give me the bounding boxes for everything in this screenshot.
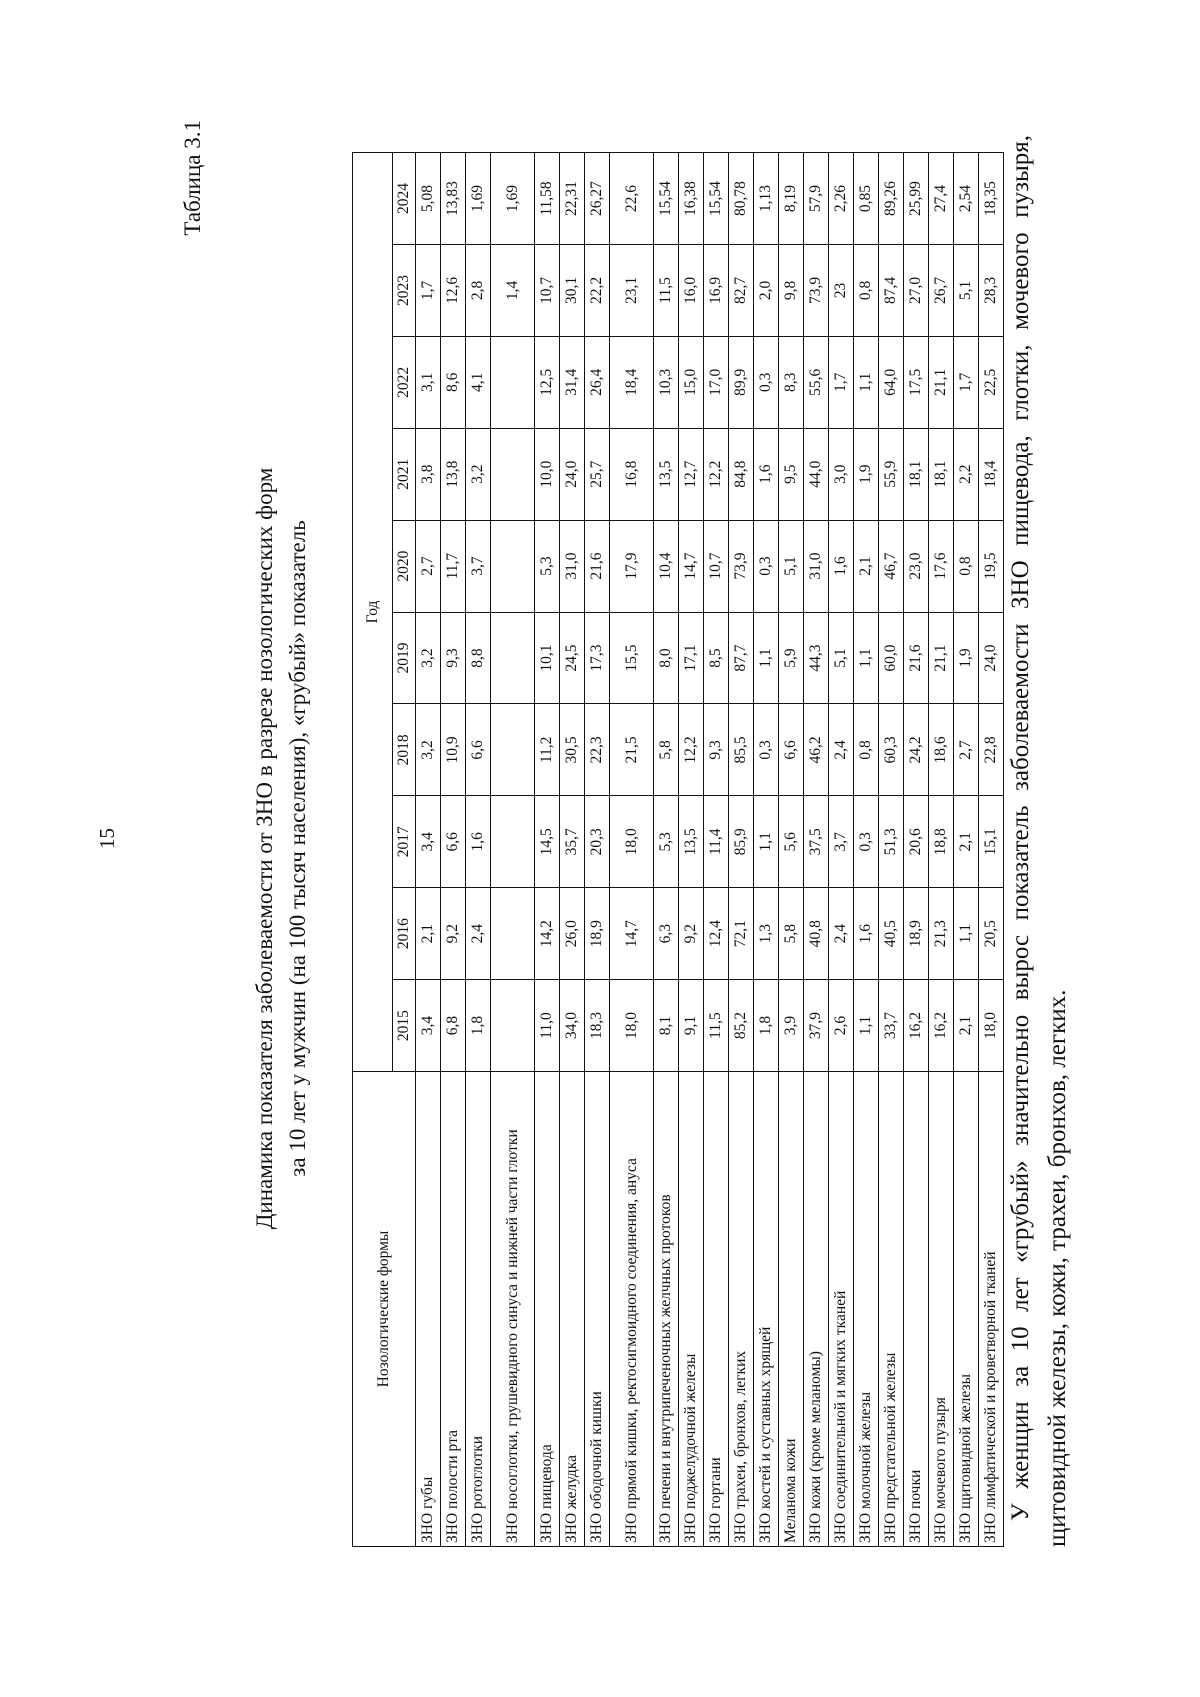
- table-cell: 26,4: [585, 336, 610, 428]
- table-cell: 46,2: [804, 704, 829, 796]
- table-cell: 10,7: [535, 244, 560, 336]
- table-cell: [491, 336, 535, 428]
- table-cell: 17,9: [610, 520, 654, 612]
- table-cell: 5,6: [779, 796, 804, 888]
- table-row: [466, 153, 491, 1547]
- table-cell: 18,0: [979, 980, 1004, 1072]
- table-cell: 44,0: [804, 428, 829, 520]
- table-cell: 28,3: [979, 244, 1004, 336]
- header-year: 2017: [393, 796, 416, 888]
- table-cell: 17,6: [929, 520, 954, 612]
- table-cell: 8,3: [779, 336, 804, 428]
- table-cell: 18,8: [929, 796, 954, 888]
- table-row: [679, 153, 704, 1547]
- table-cell: 11,5: [704, 980, 729, 1072]
- table-cell: 8,6: [441, 336, 466, 428]
- table-cell: 37,5: [804, 796, 829, 888]
- table-cell: 2,4: [466, 888, 491, 980]
- table-cell: 10,9: [441, 704, 466, 796]
- table-cell: 33,7: [879, 980, 904, 1072]
- table-cell: 8,0: [654, 612, 679, 704]
- row-label: ЗНО трахеи, бронхов, легких: [729, 1072, 754, 1547]
- table-cell: 3,2: [416, 704, 441, 796]
- table-cell: 23,0: [904, 520, 929, 612]
- table-cell: 4,1: [466, 336, 491, 428]
- page-number: 15: [95, 828, 119, 849]
- row-label: ЗНО ободочной кишки: [585, 1072, 610, 1547]
- table-cell: 5,8: [779, 888, 804, 980]
- table-row: [585, 153, 610, 1547]
- table-cell: 23,1: [610, 244, 654, 336]
- table-cell: 1,8: [466, 980, 491, 1072]
- table-cell: [491, 704, 535, 796]
- table-cell: 1,1: [954, 888, 979, 980]
- table-cell: 2,54: [954, 153, 979, 245]
- table-cell: 1,6: [829, 520, 854, 612]
- table-cell: 15,0: [679, 336, 704, 428]
- table-cell: 35,7: [560, 796, 585, 888]
- table-row: [829, 153, 854, 1547]
- table-cell: 14,7: [679, 520, 704, 612]
- table-cell: 1,7: [416, 244, 441, 336]
- table-cell: 19,5: [979, 520, 1004, 612]
- row-label: ЗНО носоглотки, грушевидного синуса и нижней части глотки: [491, 1072, 535, 1547]
- table-cell: 40,5: [879, 888, 904, 980]
- table-cell: 16,8: [610, 428, 654, 520]
- table-cell: 18,4: [979, 428, 1004, 520]
- table-cell: 1,7: [829, 336, 854, 428]
- table-cell: 14,2: [535, 888, 560, 980]
- table-cell: 11,0: [535, 980, 560, 1072]
- table-cell: 1,6: [754, 428, 779, 520]
- table-cell: 22,3: [585, 704, 610, 796]
- table-cell: 10,1: [535, 612, 560, 704]
- table-body: [416, 153, 1004, 1547]
- table-row: [904, 153, 929, 1547]
- row-label: ЗНО полости рта: [441, 1072, 466, 1547]
- table-cell: 18,0: [610, 980, 654, 1072]
- table-cell: 12,5: [535, 336, 560, 428]
- table-cell: 10,0: [535, 428, 560, 520]
- table-cell: 1,69: [491, 153, 535, 245]
- row-label: ЗНО костей и суставных хрящей: [754, 1072, 779, 1547]
- table-cell: 9,2: [679, 888, 704, 980]
- table-cell: 55,6: [804, 336, 829, 428]
- table-cell: 1,6: [466, 796, 491, 888]
- table-cell: 17,0: [704, 336, 729, 428]
- table-cell: 21,6: [585, 520, 610, 612]
- table-cell: 18,6: [929, 704, 954, 796]
- table-row: [954, 153, 979, 1547]
- table-cell: 20,5: [979, 888, 1004, 980]
- table-cell: 31,0: [560, 520, 585, 612]
- header-nosological-forms: Нозологические формы: [353, 1072, 416, 1547]
- table-cell: 9,1: [679, 980, 704, 1072]
- table-cell: 21,1: [929, 336, 954, 428]
- table-cell: 21,1: [929, 612, 954, 704]
- table-cell: 16,38: [679, 153, 704, 245]
- table-cell: 3,2: [416, 612, 441, 704]
- table-cell: 6,6: [779, 704, 804, 796]
- table-cell: 10,7: [704, 520, 729, 612]
- table-cell: 82,7: [729, 244, 754, 336]
- table-cell: 2,7: [954, 704, 979, 796]
- row-label: ЗНО печени и внутрипеченочных желчных протоков: [654, 1072, 679, 1547]
- table-cell: 8,19: [779, 153, 804, 245]
- table-cell: 22,8: [979, 704, 1004, 796]
- table-cell: 0,8: [854, 244, 879, 336]
- table-cell: 22,6: [610, 153, 654, 245]
- table-cell: 85,2: [729, 980, 754, 1072]
- table-cell: 26,27: [585, 153, 610, 245]
- table-cell: 1,1: [854, 612, 879, 704]
- table-cell: 5,1: [954, 244, 979, 336]
- table-cell: 5,1: [779, 520, 804, 612]
- table-row: [654, 153, 679, 1547]
- table-cell: 1,1: [854, 336, 879, 428]
- incidence-table: [352, 152, 1004, 1547]
- table-cell: 89,26: [879, 153, 904, 245]
- table-cell: 11,2: [535, 704, 560, 796]
- table-cell: 12,2: [704, 428, 729, 520]
- header-year: 2016: [393, 888, 416, 980]
- table-row: [535, 153, 560, 1547]
- table-cell: [491, 428, 535, 520]
- table-cell: 11,4: [704, 796, 729, 888]
- row-label: ЗНО прямой кишки, ректосигмоидного соединения, ануса: [610, 1072, 654, 1547]
- table-cell: 25,99: [904, 153, 929, 245]
- table-cell: 5,08: [416, 153, 441, 245]
- table-cell: 2,1: [954, 796, 979, 888]
- table-cell: 13,83: [441, 153, 466, 245]
- table-row: [729, 153, 754, 1547]
- table-cell: 22,2: [585, 244, 610, 336]
- table-row: [779, 153, 804, 1547]
- header-year: 2021: [393, 428, 416, 520]
- table-cell: 18,3: [585, 980, 610, 1072]
- table-cell: 57,9: [804, 153, 829, 245]
- table-cell: 2,26: [829, 153, 854, 245]
- table-cell: [491, 520, 535, 612]
- row-label: ЗНО гортани: [704, 1072, 729, 1547]
- table-cell: 3,8: [416, 428, 441, 520]
- table-cell: 11,7: [441, 520, 466, 612]
- table-cell: 85,5: [729, 704, 754, 796]
- row-label: ЗНО лимфатической и кроветворной тканей: [979, 1072, 1004, 1547]
- table-cell: 20,3: [585, 796, 610, 888]
- table-cell: 14,7: [610, 888, 654, 980]
- table-cell: 1,3: [754, 888, 779, 980]
- table-row: [804, 153, 829, 1547]
- row-label: ЗНО желудка: [560, 1072, 585, 1547]
- table-cell: 10,4: [654, 520, 679, 612]
- table-cell: 24,5: [560, 612, 585, 704]
- table-cell: 3,4: [416, 980, 441, 1072]
- table-cell: 84,8: [729, 428, 754, 520]
- table-cell: 27,4: [929, 153, 954, 245]
- table-cell: 1,1: [754, 796, 779, 888]
- table-cell: 21,3: [929, 888, 954, 980]
- header-year: 2020: [393, 520, 416, 612]
- table-cell: 15,5: [610, 612, 654, 704]
- table-cell: 15,1: [979, 796, 1004, 888]
- table-cell: 1,13: [754, 153, 779, 245]
- header-year: 2024: [393, 153, 416, 245]
- row-label: ЗНО предстательной железы: [879, 1072, 904, 1547]
- row-label: ЗНО щитовидной железы: [954, 1072, 979, 1547]
- table-row: [560, 153, 585, 1547]
- table-cell: 15,54: [654, 153, 679, 245]
- header-year: 2022: [393, 336, 416, 428]
- table-cell: [491, 796, 535, 888]
- body-paragraph: [1002, 135, 1076, 1547]
- table-cell: 16,2: [929, 980, 954, 1072]
- table-row: [704, 153, 729, 1547]
- table-cell: 18,0: [610, 796, 654, 888]
- table-cell: 13,5: [654, 428, 679, 520]
- table-cell: 1,1: [854, 980, 879, 1072]
- table-cell: 25,7: [585, 428, 610, 520]
- table-row: [979, 153, 1004, 1547]
- table-cell: 37,9: [804, 980, 829, 1072]
- table-cell: 72,1: [729, 888, 754, 980]
- table-cell: 18,1: [904, 428, 929, 520]
- table-cell: 3,9: [779, 980, 804, 1072]
- table-cell: 3,1: [416, 336, 441, 428]
- table-cell: 26,0: [560, 888, 585, 980]
- table-cell: 2,1: [954, 980, 979, 1072]
- table-cell: 13,8: [441, 428, 466, 520]
- table-cell: 5,3: [535, 520, 560, 612]
- table-cell: 5,9: [779, 612, 804, 704]
- table-row: [610, 153, 654, 1547]
- table-cell: 22,5: [979, 336, 1004, 428]
- table-cell: 89,9: [729, 336, 754, 428]
- row-label: ЗНО мочевого пузыря: [929, 1072, 954, 1547]
- table-title-line: за 10 лет у мужчин (на 100 тысяч населения), «грубый» показатель: [285, 520, 310, 1177]
- header-year: 2019: [393, 612, 416, 704]
- table-cell: 10,3: [654, 336, 679, 428]
- table-cell: 60,3: [879, 704, 904, 796]
- table-row: [929, 153, 954, 1547]
- table-cell: 5,8: [654, 704, 679, 796]
- table-cell: 8,5: [704, 612, 729, 704]
- table-cell: 16,2: [904, 980, 929, 1072]
- table-cell: 55,9: [879, 428, 904, 520]
- table-cell: 24,2: [904, 704, 929, 796]
- table-cell: 31,4: [560, 336, 585, 428]
- table-cell: 12,7: [679, 428, 704, 520]
- table-cell: 6,8: [441, 980, 466, 1072]
- table-cell: 12,4: [704, 888, 729, 980]
- table-cell: 11,5: [654, 244, 679, 336]
- table-cell: 17,5: [904, 336, 929, 428]
- table-cell: 6,6: [441, 796, 466, 888]
- table-cell: 0,3: [754, 520, 779, 612]
- table-cell: 22,31: [560, 153, 585, 245]
- table-cell: 21,5: [610, 704, 654, 796]
- table-cell: 14,5: [535, 796, 560, 888]
- table-cell: 3,4: [416, 796, 441, 888]
- table-cell: 85,9: [729, 796, 754, 888]
- table-cell: 2,8: [466, 244, 491, 336]
- table-cell: 73,9: [729, 520, 754, 612]
- table-cell: 0,8: [954, 520, 979, 612]
- paragraph-text: У женщин за 10 лет «грубый» значительно вырос показатель заболеваемости ЗНО пищевода, глотки, мочевого пузыря, щитовидной железы, кожи, трахеи, бронхов, легких.: [1007, 135, 1071, 1547]
- table-cell: 16,9: [704, 244, 729, 336]
- table-cell: 64,0: [879, 336, 904, 428]
- table-cell: 0,3: [754, 704, 779, 796]
- table-cell: 13,5: [679, 796, 704, 888]
- row-label: ЗНО почки: [904, 1072, 929, 1547]
- table-cell: [491, 888, 535, 980]
- table-cell: 1,9: [954, 612, 979, 704]
- table-cell: 15,54: [704, 153, 729, 245]
- table-cell: 2,6: [829, 980, 854, 1072]
- table-cell: 2,0: [754, 244, 779, 336]
- table-cell: 51,3: [879, 796, 904, 888]
- table-cell: 5,1: [829, 612, 854, 704]
- table-cell: 2,1: [416, 888, 441, 980]
- table-cell: 16,0: [679, 244, 704, 336]
- table-row: [441, 153, 466, 1547]
- table-cell: 5,3: [654, 796, 679, 888]
- table-cell: 3,7: [829, 796, 854, 888]
- table-cell: 23: [829, 244, 854, 336]
- table-cell: 80,78: [729, 153, 754, 245]
- table-cell: 46,7: [879, 520, 904, 612]
- table-cell: 3,7: [466, 520, 491, 612]
- table-cell: 1,4: [491, 244, 535, 336]
- table-cell: 18,4: [610, 336, 654, 428]
- row-label: ЗНО губы: [416, 1072, 441, 1547]
- table-title-line: Динамика показателя заболеваемости от ЗНО в разрезе нозологических форм: [252, 467, 277, 1230]
- table-cell: 27,0: [904, 244, 929, 336]
- table-cell: 18,9: [904, 888, 929, 980]
- table-row: [879, 153, 904, 1547]
- row-label: Меланома кожи: [779, 1072, 804, 1547]
- table-cell: 18,9: [585, 888, 610, 980]
- table-cell: 24,0: [979, 612, 1004, 704]
- table-cell: 2,1: [854, 520, 879, 612]
- table-cell: 24,0: [560, 428, 585, 520]
- table-cell: 73,9: [804, 244, 829, 336]
- table-cell: 2,4: [829, 888, 854, 980]
- table-cell: 60,0: [879, 612, 904, 704]
- table-title: [248, 120, 314, 1577]
- table-cell: 20,6: [904, 796, 929, 888]
- table-cell: 9,8: [779, 244, 804, 336]
- table-row: [754, 153, 779, 1547]
- table-cell: 1,6: [854, 888, 879, 980]
- table-row: [854, 153, 879, 1547]
- table-cell: 2,4: [829, 704, 854, 796]
- table-cell: 11,58: [535, 153, 560, 245]
- table-cell: 3,0: [829, 428, 854, 520]
- table-cell: 3,2: [466, 428, 491, 520]
- table-cell: 1,7: [954, 336, 979, 428]
- row-label: ЗНО молочной железы: [854, 1072, 879, 1547]
- table-cell: 1,8: [754, 980, 779, 1072]
- table-cell: 40,8: [804, 888, 829, 980]
- table-cell: 34,0: [560, 980, 585, 1072]
- table-cell: 8,1: [654, 980, 679, 1072]
- table-cell: 17,1: [679, 612, 704, 704]
- table-cell: 12,6: [441, 244, 466, 336]
- table-cell: 2,7: [416, 520, 441, 612]
- table-cell: 0,8: [854, 704, 879, 796]
- table-row: [491, 153, 535, 1547]
- table-cell: 0,3: [854, 796, 879, 888]
- table-cell: 0,3: [754, 336, 779, 428]
- table-cell: [491, 612, 535, 704]
- table-cell: 44,3: [804, 612, 829, 704]
- table-cell: 21,6: [904, 612, 929, 704]
- table-cell: 6,3: [654, 888, 679, 980]
- header-year: 2018: [393, 704, 416, 796]
- table-cell: 30,1: [560, 244, 585, 336]
- table-cell: 1,9: [854, 428, 879, 520]
- table-cell: 9,5: [779, 428, 804, 520]
- row-label: ЗНО поджелудочной железы: [679, 1072, 704, 1547]
- table-cell: 31,0: [804, 520, 829, 612]
- table-row: [416, 153, 441, 1547]
- table-cell: 18,35: [979, 153, 1004, 245]
- table-cell: 1,1: [754, 612, 779, 704]
- header-year-group: Год: [353, 153, 393, 1072]
- table-cell: 12,2: [679, 704, 704, 796]
- table-cell: 8,8: [466, 612, 491, 704]
- table-cell: 17,3: [585, 612, 610, 704]
- row-label: ЗНО соединительной и мягких тканей: [829, 1072, 854, 1547]
- table-label: Таблица 3.1: [180, 120, 205, 236]
- header-year: 2015: [393, 980, 416, 1072]
- table-cell: 9,2: [441, 888, 466, 980]
- table-cell: 18,1: [929, 428, 954, 520]
- table-cell: 0,85: [854, 153, 879, 245]
- table-cell: 30,5: [560, 704, 585, 796]
- header-year: 2023: [393, 244, 416, 336]
- table-cell: 26,7: [929, 244, 954, 336]
- table-cell: 6,6: [466, 704, 491, 796]
- table-cell: 2,2: [954, 428, 979, 520]
- table-cell: 9,3: [704, 704, 729, 796]
- row-label: ЗНО пищевода: [535, 1072, 560, 1547]
- table-cell: 87,4: [879, 244, 904, 336]
- table-cell: 9,3: [441, 612, 466, 704]
- row-label: ЗНО ротоглотки: [466, 1072, 491, 1547]
- row-label: ЗНО кожи (кроме меланомы): [804, 1072, 829, 1547]
- table-cell: 87,7: [729, 612, 754, 704]
- table-cell: [491, 980, 535, 1072]
- table-cell: 1,69: [466, 153, 491, 245]
